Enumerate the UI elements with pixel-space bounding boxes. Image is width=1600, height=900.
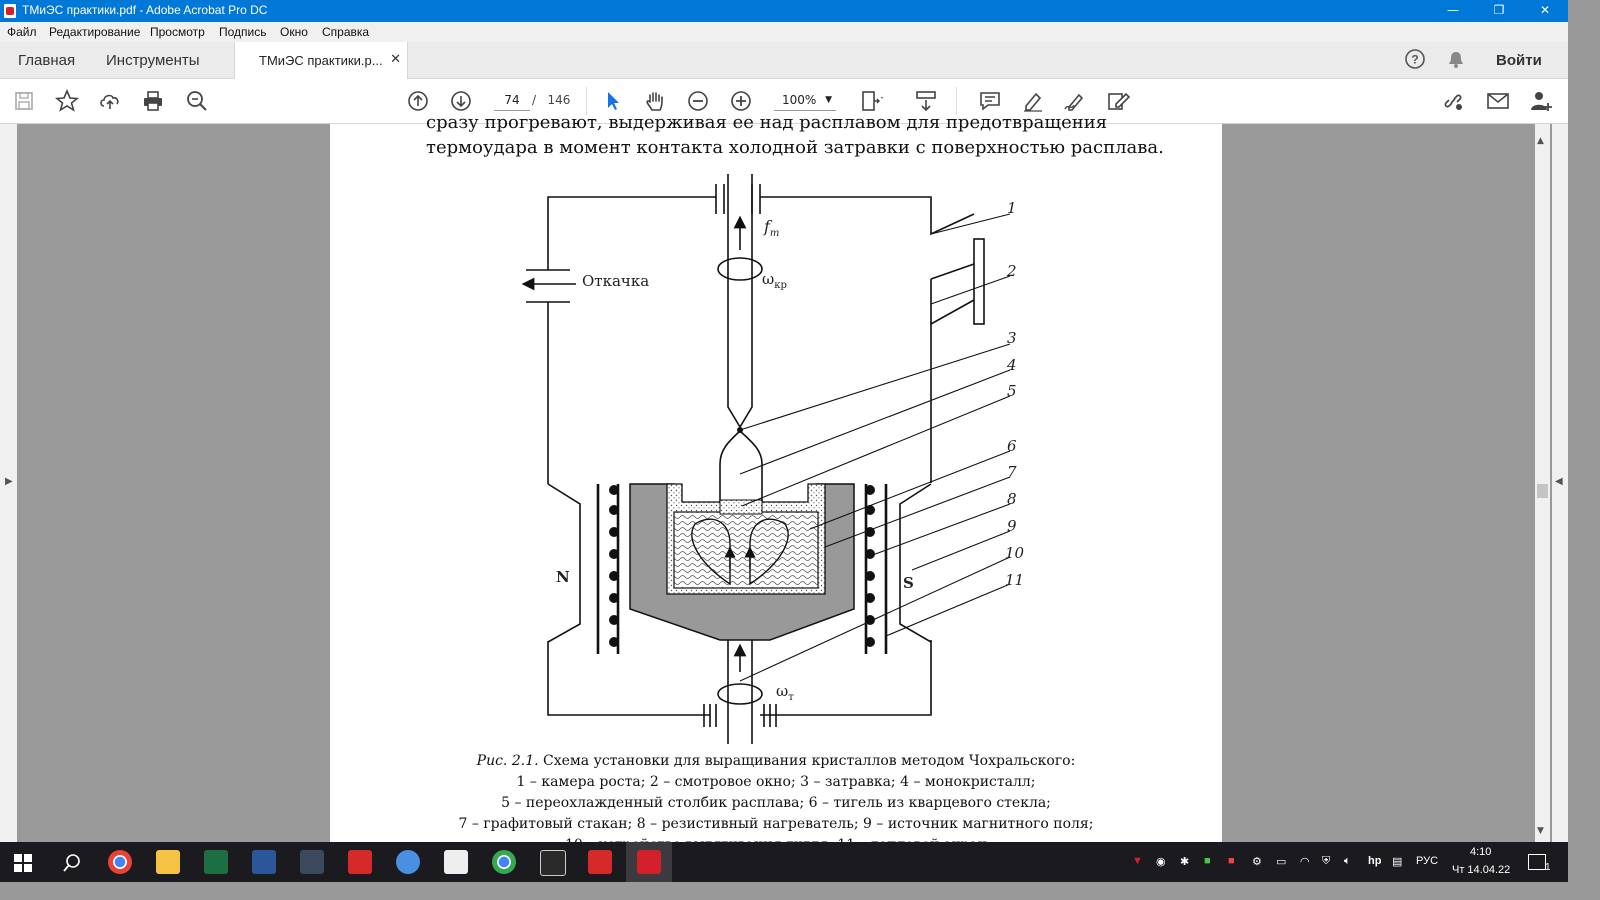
signin-button[interactable]: Войти <box>1496 52 1542 69</box>
close-window-button[interactable]: ✕ <box>1539 3 1551 17</box>
toolbar-divider <box>956 87 957 115</box>
callout-7: 7 <box>1007 463 1017 481</box>
figure-caption <box>330 751 1222 856</box>
tray-red-app-icon[interactable]: ■ <box>1228 855 1235 867</box>
tray-hp-icon[interactable]: hp <box>1368 855 1382 867</box>
window-title: ТМиЭС практики.pdf - Adobe Acrobat Pro DC <box>22 3 268 17</box>
prev-page-icon[interactable] <box>406 89 430 113</box>
maximize-button[interactable]: ❐ <box>1493 3 1505 17</box>
acrobat-app-icon <box>4 4 16 18</box>
app-checkmark-2-icon[interactable] <box>588 850 612 874</box>
chevron-down-icon: ▼ <box>825 95 832 105</box>
bell-icon[interactable] <box>1446 49 1466 71</box>
scroll-down-icon[interactable]: ▼ <box>1537 826 1544 836</box>
callout-8: 8 <box>1007 490 1017 508</box>
page-number-input[interactable]: 74 <box>494 90 530 111</box>
crystal-rotation-label: $\omega_{кр}$ <box>762 270 787 291</box>
email-icon[interactable] <box>1486 89 1510 113</box>
menu-view[interactable]: Просмотр <box>150 25 205 39</box>
acrobat-icon <box>637 850 661 874</box>
language-indicator[interactable]: РУС <box>1416 855 1439 867</box>
scroll-up-icon[interactable]: ▲ <box>1537 136 1544 146</box>
draw-sign-icon[interactable] <box>1063 89 1087 113</box>
star-icon[interactable] <box>55 89 79 113</box>
zoom-out-icon[interactable] <box>686 89 710 113</box>
page-total: / 146 <box>532 93 571 107</box>
select-cursor-icon[interactable] <box>601 89 625 113</box>
crucible-rotation-label: $\omega_т$ <box>776 682 794 703</box>
close-tab-icon[interactable]: ✕ <box>390 52 401 67</box>
app-checkmark-icon[interactable] <box>348 850 372 874</box>
callout-4: 4 <box>1007 356 1017 374</box>
video-app-icon[interactable] <box>540 850 566 876</box>
caption-line: 7 – графитовый стакан; 8 – резистивный нагреватель; 9 – источник магнитного поля; <box>458 816 1094 832</box>
caption-line: 5 – переохлажденный столбик расплава; 6 – тигель из кварцевого стекла; <box>501 795 1051 811</box>
vertical-scrollbar[interactable] <box>1535 124 1550 842</box>
windows-taskbar <box>0 842 1568 882</box>
word-icon[interactable] <box>252 850 276 874</box>
callout-2: 2 <box>1007 262 1017 280</box>
scroll-mode-icon[interactable] <box>914 89 938 113</box>
page-fit-icon[interactable] <box>859 89 883 113</box>
body-text-partial: сразу прогревают, выдерживая ее над расплавом для предотвращения <box>426 112 1108 133</box>
tab-document[interactable] <box>234 42 408 79</box>
tab-bar <box>0 42 1568 79</box>
svg-text:?: ? <box>1411 52 1419 67</box>
callout-5: 5 <box>1007 382 1017 400</box>
callout-1: 1 <box>1007 199 1017 217</box>
clock-time[interactable]: 4:10 <box>1470 846 1492 858</box>
tray-security-icon[interactable]: ⛨ <box>1322 855 1331 867</box>
share-link-icon[interactable] <box>1441 89 1465 113</box>
pull-force-label: $f_т$ <box>764 217 780 240</box>
windows-start-icon[interactable] <box>14 854 32 872</box>
callout-11: 11 <box>1005 571 1025 589</box>
tab-tools[interactable]: Инструменты <box>106 52 200 69</box>
acrobat-taskbar-button[interactable] <box>626 842 672 882</box>
next-page-icon[interactable] <box>449 89 473 113</box>
hand-tool-icon[interactable] <box>643 89 667 113</box>
mathcad-icon[interactable] <box>300 850 324 874</box>
print-icon[interactable] <box>141 89 165 113</box>
tab-document-label: ТМиЭС практики.р... <box>259 53 383 68</box>
callout-10: 10 <box>1005 544 1025 562</box>
chrome-alt-icon[interactable] <box>492 850 516 874</box>
menu-file[interactable]: Файл <box>7 25 37 39</box>
callout-3: 3 <box>1007 329 1017 347</box>
clock-date[interactable]: Чт 14.04.22 <box>1452 864 1511 876</box>
body-text-line: термоудара в момент контакта холодной затравки с поверхностью расплава. <box>426 137 1164 158</box>
menu-window[interactable]: Окно <box>280 25 308 39</box>
callout-9: 9 <box>1007 517 1017 535</box>
zoom-in-icon[interactable] <box>729 89 753 113</box>
expand-right-panel-icon[interactable]: ◀ <box>1555 476 1563 487</box>
help-icon[interactable] <box>1404 48 1426 70</box>
search-icon[interactable] <box>62 853 82 873</box>
notification-count: 1 <box>1545 862 1551 873</box>
magnet-south-label: S <box>903 574 914 592</box>
tray-wifi-icon[interactable]: ◠ <box>1300 856 1310 868</box>
callout-6: 6 <box>1007 437 1017 455</box>
tab-home[interactable]: Главная <box>18 52 76 69</box>
pdf-page <box>330 112 1222 842</box>
tray-bluetooth-icon[interactable]: ✱ <box>1180 856 1190 868</box>
right-panel-strip <box>1552 124 1568 842</box>
magnet-north-label: N <box>556 568 570 586</box>
tray-shield-icon[interactable]: ▼ <box>1132 855 1143 867</box>
expand-left-panel-icon[interactable]: ▶ <box>5 476 13 487</box>
title-bar <box>0 0 1568 22</box>
save-icon[interactable] <box>12 89 36 113</box>
highlight-pen-icon[interactable] <box>1021 89 1045 113</box>
toolbar-divider <box>586 87 587 115</box>
tray-printer-icon[interactable]: ▤ <box>1392 856 1403 868</box>
notifications-icon[interactable] <box>1528 854 1546 870</box>
file-explorer-icon[interactable] <box>156 850 180 874</box>
tray-steam-icon[interactable]: ⚙ <box>1252 856 1262 868</box>
add-user-icon[interactable] <box>1529 89 1553 113</box>
minimize-button[interactable]: — <box>1447 3 1459 17</box>
excel-icon[interactable] <box>204 850 228 874</box>
edit-pdf-icon[interactable] <box>1106 89 1130 113</box>
menu-sign[interactable]: Подпись <box>219 25 267 39</box>
menu-help[interactable]: Справка <box>322 25 370 39</box>
qbittorrent-icon[interactable] <box>396 850 420 874</box>
tray-app-icon[interactable]: ◉ <box>1156 856 1166 868</box>
pump-label: Откачка <box>582 272 650 290</box>
comment-icon[interactable] <box>978 89 1002 113</box>
menu-bar <box>0 22 1568 42</box>
menu-edit[interactable]: Редактирование <box>49 25 141 39</box>
caption-title: Рис. 2.1. Схема установки для выращивания кристаллов методом Чохральского: <box>476 753 1076 769</box>
caption-line: 1 – камера роста; 2 – смотровое окно; 3 – затравка; 4 – монокристалл; <box>516 774 1036 790</box>
upload-cloud-icon[interactable] <box>98 89 122 113</box>
tray-volume-icon[interactable]: 🔈︎ <box>1344 855 1351 867</box>
zoom-search-icon[interactable] <box>185 89 209 113</box>
zoom-level-select[interactable]: 100% ▼ <box>774 90 836 111</box>
tray-battery-icon[interactable]: ▭ <box>1276 856 1287 868</box>
left-panel-strip <box>0 124 17 842</box>
document-app-icon[interactable] <box>444 850 468 874</box>
tray-green-app-icon[interactable]: ■ <box>1204 855 1211 867</box>
chrome-icon[interactable] <box>108 850 132 874</box>
scrollbar-thumb[interactable] <box>1537 484 1548 498</box>
